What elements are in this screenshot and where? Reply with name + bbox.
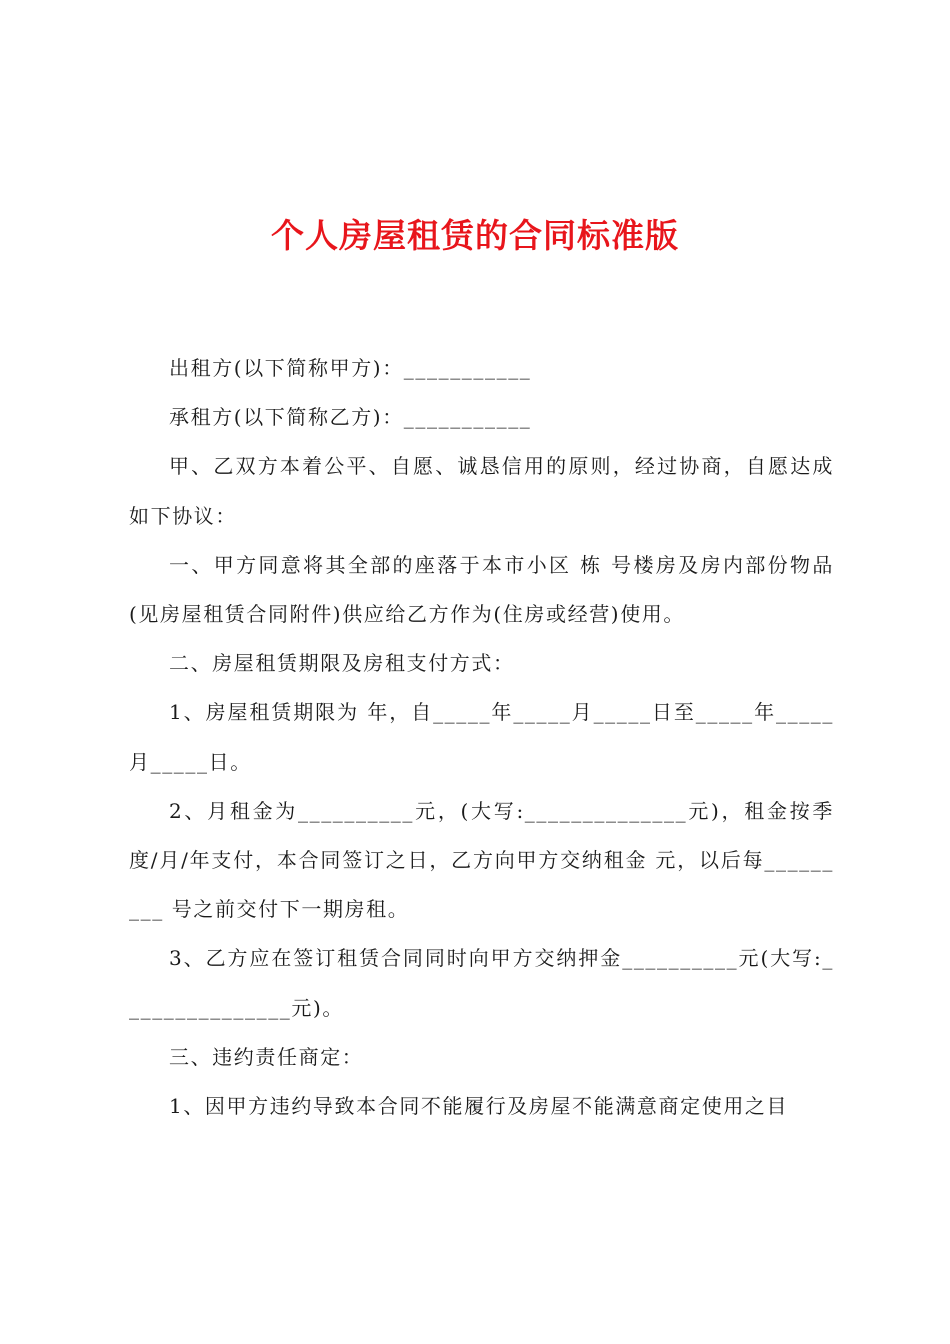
document-title: 个人房屋租赁的合同标准版 xyxy=(271,216,679,255)
paragraph-lessor: 出租方(以下简称甲方)：___________ xyxy=(169,356,532,380)
paragraph-clause-2-1: 1、房屋租赁期限为 年，自_____年_____月_____日至_____年_____月_____日。 xyxy=(129,700,834,774)
paragraph-lessee: 承租方(以下简称乙方)：___________ xyxy=(169,405,532,430)
paragraph-clause-3-heading: 三、违约责任商定： xyxy=(169,1044,364,1069)
paragraph-preamble: 甲、乙双方本着公平、自愿、诚恳信用的原则，经过协商，自愿达成如下协议： xyxy=(129,454,834,528)
paragraph-clause-2-heading: 二、房屋租赁期限及房租支付方式： xyxy=(169,651,515,676)
paragraph-clause-1: 一、甲方同意将其全部的座落于本市小区 栋 号楼房及房内部份物品(见房屋租赁合同附件)供应给乙方作为(住房或经营)使用。 xyxy=(129,552,834,627)
paragraph-clause-2-2: 2、月租金为__________元，(大写:______________元)，租金按季度/月/年支付，本合同签订之日，乙方向甲方交纳租金 元，以后每_________ 号之前交付下一期房租。 xyxy=(129,798,834,922)
paragraph-clause-2-3: 3、乙方应在签订租赁合同同时向甲方交纳押金__________元(大写:_______________元)。 xyxy=(129,946,834,1020)
document-body xyxy=(129,344,834,1131)
paragraph-clause-3-1: 1、因甲方违约导致本合同不能履行及房屋不能满意商定使用之目 xyxy=(169,1094,789,1119)
